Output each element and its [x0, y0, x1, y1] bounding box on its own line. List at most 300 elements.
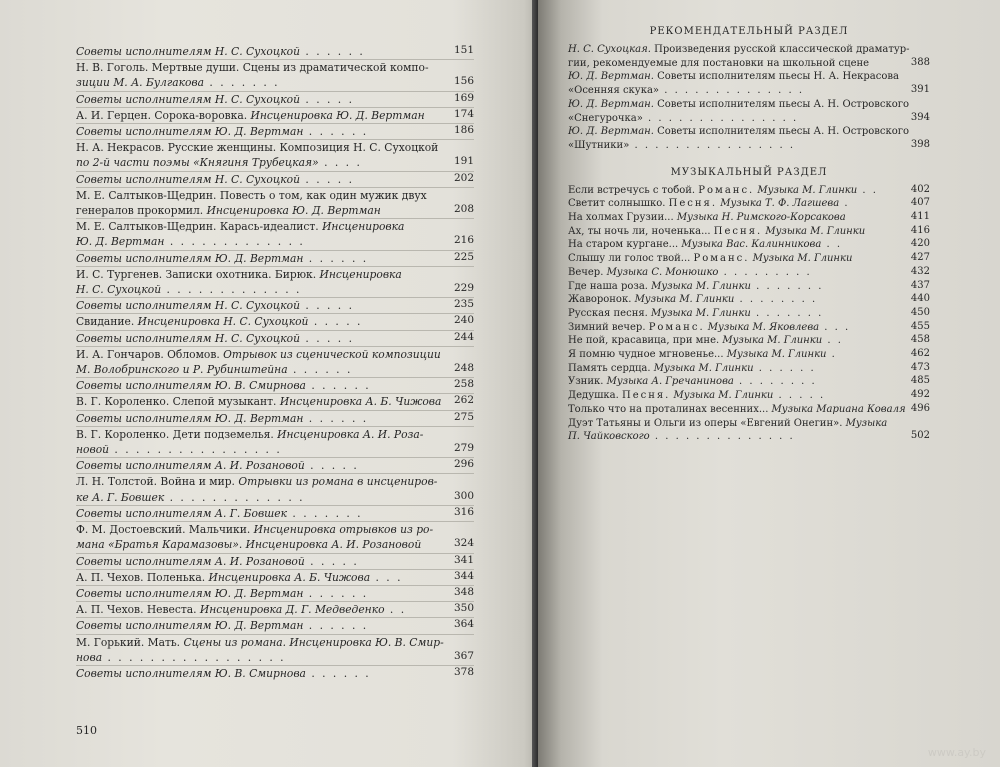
- page-number: 510: [76, 724, 97, 737]
- toc-text: Инсценировка Д. Г. Медведенко: [199, 603, 385, 617]
- toc-text: Романс.: [698, 184, 755, 196]
- toc-entry-line: [76, 140, 440, 155]
- toc-text: Советы исполнителям Н. С. Сухоцкой: [76, 299, 300, 313]
- toc-page-number: 437: [910, 279, 930, 291]
- leader-dots: . . . . . .: [305, 379, 371, 393]
- toc-page-number: 324: [453, 537, 474, 550]
- toc-entry-line: [568, 348, 894, 362]
- toc-entry-line: [568, 57, 894, 71]
- toc-entry: [76, 410, 474, 426]
- toc-text: Песня.: [668, 198, 718, 210]
- toc-text: Н. А. Некрасов. Русские женщины. Композиция Н. С. Сухоцкой: [76, 141, 439, 155]
- leader-dots: . . . . .: [300, 299, 354, 313]
- toc-entry-line: [76, 267, 440, 282]
- toc-text: Советы исполнителям А. И. Розановой: [76, 459, 305, 473]
- toc-page-number: 411: [910, 211, 930, 223]
- toc-entry-line: [76, 124, 440, 139]
- toc-text: Я помню чудное мгновенье...: [568, 349, 727, 361]
- toc-text: Музыка Мариана Коваля: [771, 403, 906, 415]
- toc-page-number: 279: [453, 442, 474, 455]
- toc-entry-line: [568, 280, 894, 294]
- toc-text: Если встречусь с тобой.: [568, 184, 699, 196]
- toc-entry: [568, 125, 930, 152]
- leader-dots: . . .: [819, 321, 851, 333]
- toc-entry: [76, 123, 474, 139]
- toc-text: Русская песня.: [568, 307, 652, 319]
- toc-text: Память сердца.: [568, 362, 654, 374]
- toc-text: И. А. Гончаров. Обломов.: [76, 347, 224, 361]
- toc-text: Романс.: [648, 321, 705, 333]
- toc-entry: [568, 197, 930, 211]
- leader-dots: . . . . . .: [303, 586, 369, 600]
- toc-page-number: 151: [453, 44, 474, 56]
- toc-text: Советы исполнителям пьесы Н. А. Некрасова: [653, 71, 899, 83]
- leader-dots: . . . . . . . .: [734, 294, 818, 306]
- toc-page-number: 348: [453, 585, 474, 598]
- toc-text: Н. С. Сухоцкой: [76, 283, 162, 297]
- toc-entry: [76, 457, 474, 473]
- toc-entry-line: [76, 172, 440, 187]
- toc-page-number: 367: [453, 649, 474, 662]
- leader-dots: . . . . . .: [753, 362, 816, 374]
- toc-text: Советы исполнителям Ю. Д. Вертман: [76, 125, 304, 139]
- toc-page-number: 240: [453, 314, 474, 327]
- toc-entry: [568, 252, 930, 266]
- toc-text: «Шутники»: [568, 139, 630, 151]
- toc-text: Музыка М. Глинки: [754, 184, 858, 196]
- toc-page-number: 492: [910, 389, 930, 401]
- toc-entry-line: [76, 378, 440, 393]
- toc-text: Не пой, красавица, при мне.: [568, 335, 723, 347]
- toc-page-number: 378: [453, 665, 474, 678]
- toc-text: Советы исполнителям Ю. Д. Вертман: [76, 619, 304, 633]
- toc-text: На старом кургане...: [568, 239, 682, 251]
- toc-entry: [76, 346, 474, 377]
- toc-entry-line: [568, 321, 894, 335]
- toc-text: Советы исполнителям пьесы А. Н. Островского: [653, 98, 910, 110]
- toc-text: Музыка: [845, 417, 888, 429]
- toc-page-number: 244: [453, 330, 474, 343]
- toc-entry-line: [76, 635, 444, 650]
- toc-text: Инсценировка отрывков из ро-: [253, 523, 434, 537]
- toc-entry: [76, 297, 474, 313]
- toc-page-number: 364: [453, 618, 474, 631]
- toc-entry: [76, 521, 474, 552]
- leader-dots: . . . . . .: [287, 363, 353, 377]
- toc-entry: [568, 321, 930, 335]
- leader-dots: .: [839, 198, 850, 210]
- leader-dots: . . . . . . . . . . . . . .: [659, 85, 805, 97]
- toc-page-number: 440: [910, 293, 930, 305]
- toc-text: Свидание.: [76, 315, 138, 329]
- toc-text: Музыка Вас. Калинникова: [681, 239, 822, 251]
- toc-entry: [568, 375, 930, 389]
- toc-text: Инсценировка А. Б. Чижова: [208, 570, 371, 584]
- toc-entry: [76, 393, 474, 409]
- toc-text: А. И. Герцен. Сорока-воровка.: [76, 108, 251, 122]
- leader-dots: . . . . .: [300, 172, 354, 186]
- toc-text: Дуэт Татьяны и Ольги из оперы «Евгений Онегин».: [568, 417, 846, 429]
- toc-entry: [568, 348, 930, 362]
- toc-page-number: 450: [910, 306, 930, 318]
- toc-text: Советы исполнителям Н. С. Сухоцкой: [76, 331, 300, 345]
- toc-entry: [76, 426, 474, 457]
- toc-text: Ю. Д. Вертман.: [568, 71, 654, 83]
- toc-text: Музыка М. Глинки: [722, 335, 823, 347]
- toc-text: А. П. Чехов. Невеста.: [76, 603, 200, 617]
- toc-text: Музыка А. Гречанинова: [606, 376, 734, 388]
- toc-entry-line: [76, 234, 440, 249]
- toc-page-number: 341: [453, 553, 474, 566]
- leader-dots: . . . . . . . . . . . . . . . .: [629, 139, 796, 151]
- toc-entry-line: [568, 375, 894, 389]
- toc-entry: [568, 225, 930, 239]
- toc-text: Отрывки из романа в инсцениров-: [238, 475, 438, 489]
- toc-text: Музыка М. Глинки: [749, 253, 853, 265]
- toc-entry-line: [568, 84, 894, 98]
- toc-page-number: 275: [453, 410, 474, 423]
- toc-page-number: 416: [910, 224, 930, 236]
- leader-dots: . . . . . . .: [204, 76, 280, 90]
- toc-entry-line: [76, 666, 440, 681]
- toc-page-number: 473: [910, 361, 930, 373]
- toc-text: Только что на проталинах весенних...: [568, 403, 772, 415]
- toc-entry: [76, 266, 474, 297]
- toc-entry-line: [568, 362, 894, 376]
- toc-entry: [76, 44, 474, 59]
- toc-entry-line: [76, 75, 440, 90]
- toc-text: М. Волобринского и Р. Рубинштейна: [76, 363, 288, 377]
- toc-page-number: 496: [910, 402, 930, 414]
- toc-page-number: 432: [910, 265, 930, 277]
- toc-text: Произведения русской классической драматур-: [650, 44, 910, 55]
- section-title-music: МУЗЫКАЛЬНЫЙ РАЗДЕЛ: [670, 166, 828, 178]
- toc-text: Музыка М. Глинки: [762, 225, 866, 237]
- leader-dots: . .: [821, 239, 843, 251]
- leader-dots: . . . . . . . . . . . . . . .: [642, 112, 799, 124]
- leader-dots: . . . . . . . . . . . . . . . .: [109, 443, 282, 457]
- leader-dots: . . . . . .: [300, 45, 365, 58]
- toc-text: Советы исполнителям Ю. Д. Вертман: [76, 251, 304, 265]
- toc-entry: [76, 601, 474, 617]
- toc-entry-line: [568, 307, 894, 321]
- toc-entry-line: [76, 60, 440, 75]
- toc-entry-line: [76, 618, 440, 633]
- toc-page-number: 202: [453, 171, 474, 184]
- toc-entry: [568, 293, 930, 307]
- toc-entry-line: [76, 314, 440, 329]
- toc-entry: [568, 238, 930, 252]
- toc-page-number: 156: [453, 75, 474, 88]
- toc-text: гии, рекомендуемые для постановки на школьной сцене: [568, 57, 870, 69]
- toc-text: В. Г. Короленко. Дети подземелья.: [76, 427, 278, 441]
- toc-entry: [568, 403, 930, 417]
- toc-entry: [568, 266, 930, 280]
- leader-dots: . . . . .: [300, 92, 354, 106]
- toc-text: Н. С. Сухоцкая.: [568, 44, 651, 55]
- toc-text: генералов прокормил.: [76, 204, 207, 218]
- toc-text: Сцены из романа. Инсценировка Ю. В. Смир-: [183, 635, 444, 649]
- toc-entry-line: [76, 427, 440, 442]
- toc-entry-line: [568, 266, 894, 280]
- section-title-recommended: РЕКОМЕНДАТЕЛЬНЫЙ РАЗДЕЛ: [649, 26, 849, 37]
- toc-entry: [76, 218, 474, 249]
- toc-entry-line: [568, 139, 894, 153]
- toc-text: Музыка М. Глинки: [653, 362, 754, 374]
- leader-dots: . .: [857, 184, 878, 196]
- recommended-contents-list: [568, 43, 930, 153]
- leader-dots: . . . . . .: [303, 411, 369, 425]
- toc-text: по 2-й части поэмы «Княгиня Трубецкая»: [76, 156, 319, 170]
- toc-page-number: 316: [453, 505, 474, 518]
- toc-entry-line: [76, 602, 440, 617]
- toc-entry-line: [76, 554, 440, 569]
- toc-entry-line: [76, 442, 440, 457]
- leader-dots: . . . . . . .: [287, 506, 363, 520]
- toc-text: Романс.: [693, 253, 750, 265]
- toc-text: М. Горький. Мать.: [76, 635, 184, 649]
- toc-text: Советы исполнителям А. И. Розановой: [76, 554, 305, 568]
- toc-page-number: 300: [453, 489, 474, 502]
- toc-entry-line: [76, 203, 440, 218]
- toc-entry: [568, 417, 930, 444]
- toc-entry: [76, 553, 474, 569]
- leader-dots: . . . . .: [304, 459, 359, 473]
- toc-page-number: 186: [453, 124, 474, 137]
- toc-text: Музыка М. Глинки: [651, 307, 751, 319]
- toc-entry: [76, 330, 474, 346]
- toc-page-number: 229: [453, 282, 474, 295]
- toc-entry-line: [76, 490, 440, 505]
- toc-page-number: 420: [910, 238, 930, 250]
- toc-text: нова: [76, 650, 103, 664]
- leader-dots: . .: [384, 603, 407, 617]
- toc-entry-line: [568, 417, 894, 431]
- toc-text: Дедушка.: [568, 390, 622, 402]
- toc-page-number: 262: [453, 394, 474, 407]
- toc-entry: [568, 211, 930, 225]
- toc-page-number: 174: [453, 107, 474, 120]
- toc-text: Ю. Д. Вертман.: [568, 126, 654, 138]
- toc-text: А. П. Чехов. Поленька.: [76, 570, 209, 584]
- toc-entry-line: [76, 251, 440, 266]
- toc-entry: [568, 70, 930, 97]
- toc-entry-line: [76, 347, 440, 362]
- toc-text: Песня.: [621, 390, 671, 402]
- toc-text: На холмах Грузии...: [568, 212, 677, 224]
- toc-text: Музыка М. Глинки: [670, 390, 774, 402]
- leader-dots: . . . . . . . . . . . . . .: [649, 431, 795, 443]
- toc-page-number: 191: [453, 155, 474, 168]
- toc-entry: [76, 313, 474, 329]
- toc-entry: [76, 634, 474, 665]
- toc-entry: [76, 187, 474, 218]
- toc-entry: [76, 91, 474, 107]
- leader-dots: . . . . . . . . . . . . .: [164, 490, 305, 504]
- toc-entry: [76, 505, 474, 521]
- toc-text: В. Г. Короленко. Слепой музыкант.: [76, 395, 280, 409]
- toc-entry-line: [568, 293, 894, 307]
- leader-dots: . . . . . . . . . . . . .: [161, 283, 302, 297]
- leader-dots: .: [826, 349, 837, 361]
- toc-page-number: 458: [910, 334, 930, 346]
- toc-entry: [76, 107, 474, 123]
- toc-text: ке А. Г. Бовшек: [76, 490, 165, 504]
- toc-entry-line: [76, 537, 440, 552]
- toc-entry: [568, 184, 930, 198]
- toc-entry-line: [568, 238, 894, 252]
- leader-dots: . . . . .: [308, 315, 363, 329]
- toc-entry-line: [568, 211, 894, 225]
- toc-entry-line: [76, 298, 440, 313]
- leader-dots: . . . . .: [773, 390, 826, 402]
- toc-entry-line: [568, 430, 894, 444]
- toc-entry-line: [76, 219, 440, 234]
- toc-text: Музыка М. Глинки: [726, 349, 827, 361]
- toc-entry-line: [568, 125, 910, 139]
- toc-page-number: 394: [910, 111, 930, 123]
- toc-text: Музыка М. Глинки: [634, 294, 735, 306]
- toc-page-number: 388: [910, 56, 930, 68]
- toc-entry-line: [76, 586, 440, 601]
- toc-entry: [568, 389, 930, 403]
- toc-page-number: 398: [910, 138, 930, 150]
- toc-text: Ю. Д. Вертман: [76, 235, 165, 249]
- toc-text: Ах, ты ночь ли, ноченька...: [568, 225, 714, 237]
- toc-entry-line: [76, 522, 440, 537]
- toc-text: Инсценировка Н. С. Сухоцкой: [137, 315, 309, 329]
- toc-entry: [568, 334, 930, 348]
- toc-text: «Осенняя скука»: [568, 85, 660, 97]
- toc-text: Музыка Н. Римского-Корсакова: [676, 212, 846, 224]
- watermark: www.ay.by: [927, 746, 986, 759]
- toc-page-number: 502: [910, 430, 930, 442]
- right-page: [538, 0, 1000, 767]
- toc-text: Инсценировка А. И. Роза-: [277, 427, 424, 441]
- toc-entry: [76, 585, 474, 601]
- toc-entry-line: [76, 650, 440, 665]
- toc-text: Светит солнышко.: [568, 198, 669, 210]
- toc-page-number: 485: [910, 375, 930, 387]
- toc-text: Инсценировка Ю. Д. Вертман: [250, 108, 425, 122]
- toc-page-number: 402: [910, 183, 930, 195]
- toc-page-number: 216: [453, 234, 474, 247]
- toc-text: Узник.: [568, 376, 607, 388]
- toc-entry-line: [568, 112, 894, 126]
- toc-entry-line: [76, 458, 440, 473]
- toc-text: Советы исполнителям Н. С. Сухоцкой: [76, 172, 300, 186]
- leader-dots: . . . . . . . . . . . . . . . . .: [102, 650, 286, 664]
- toc-page-number: 208: [453, 203, 474, 216]
- toc-entry: [568, 98, 930, 125]
- toc-entry-line: [568, 389, 894, 403]
- toc-text: Советы исполнителям Н. С. Сухоцкой: [76, 45, 300, 58]
- toc-text: Музыка М. Глинки: [651, 280, 751, 292]
- toc-text: «Снегурочка»: [568, 112, 643, 124]
- leader-dots: . . . . . .: [303, 251, 369, 265]
- toc-entry-line: [76, 188, 440, 203]
- toc-text: Советы исполнителям пьесы А. Н. Островского: [653, 126, 910, 138]
- toc-text: новой: [76, 443, 110, 457]
- leader-dots: . . . . . . . . . . . . .: [164, 235, 305, 249]
- leader-dots: . .: [822, 335, 843, 347]
- toc-entry: [76, 59, 474, 90]
- toc-entry: [76, 377, 474, 393]
- toc-text: Инсценировка Ю. Д. Вертман: [206, 204, 381, 218]
- leader-dots: . . . . .: [304, 554, 359, 568]
- toc-entry-line: [76, 108, 440, 123]
- toc-entry: [76, 473, 474, 504]
- leader-dots: . . .: [370, 570, 403, 584]
- toc-entry: [76, 139, 474, 170]
- toc-page-number: 350: [453, 602, 474, 615]
- toc-text: М. Е. Салтыков-Щедрин. Карась-идеалист.: [76, 220, 323, 234]
- toc-entry-line: [76, 506, 440, 521]
- toc-entry: [76, 171, 474, 187]
- toc-text: Советы исполнителям Ю. Д. Вертман: [76, 411, 304, 425]
- toc-entry: [568, 307, 930, 321]
- toc-entry-line: [76, 411, 440, 426]
- toc-page-number: 455: [910, 320, 930, 332]
- toc-text: зиции М. А. Булгакова: [76, 76, 204, 90]
- toc-page-number: 427: [910, 252, 930, 264]
- toc-entry-line: [76, 362, 440, 377]
- leader-dots: . . . . . . .: [750, 307, 824, 319]
- toc-entry: [76, 665, 474, 681]
- toc-entry-line: [76, 155, 440, 170]
- toc-text: Советы исполнителям Ю. Д. Вертман: [76, 586, 304, 600]
- toc-text: Ф. М. Достоевский. Мальчики.: [76, 523, 254, 537]
- toc-entry-line: [568, 197, 894, 211]
- toc-entry: [568, 43, 930, 70]
- toc-text: Советы исполнителям Ю. В. Смирнова: [76, 379, 306, 393]
- toc-text: Л. Н. Толстой. Война и мир.: [76, 475, 239, 489]
- toc-text: И. С. Тургенев. Записки охотника. Бирюк.: [76, 267, 320, 281]
- leader-dots: . . . . . .: [303, 619, 369, 633]
- toc-entry-line: [568, 225, 894, 239]
- toc-entry-line: [76, 570, 440, 585]
- toc-text: Ю. Д. Вертман.: [568, 98, 654, 110]
- toc-text: Инсценировка: [319, 267, 402, 281]
- toc-page-number: 258: [453, 378, 474, 391]
- toc-entry-line: [76, 331, 440, 346]
- leader-dots: . . . . . . . .: [733, 376, 817, 388]
- toc-text: П. Чайковского: [568, 431, 650, 443]
- toc-page-number: 225: [453, 250, 474, 263]
- toc-text: Песня.: [713, 225, 763, 237]
- toc-entry-line: [76, 474, 440, 489]
- toc-text: Где наша роза.: [568, 280, 652, 292]
- toc-text: Слышу ли голос твой...: [568, 253, 694, 265]
- toc-text: Музыка М. Яковлева: [704, 321, 820, 333]
- toc-entry: [76, 250, 474, 266]
- toc-entry-line: [568, 184, 894, 198]
- toc-text: Жаворонок.: [568, 294, 635, 306]
- toc-page-number: 235: [453, 298, 474, 311]
- leader-dots: . . . .: [318, 156, 362, 170]
- toc-text: Советы исполнителям Н. С. Сухоцкой: [76, 92, 300, 106]
- toc-entry-line: [568, 252, 894, 266]
- toc-text: мана «Братья Карамазовы». Инсценировка А. И. Розановой: [76, 538, 422, 552]
- toc-page-number: 344: [453, 569, 474, 582]
- toc-entry: [568, 362, 930, 376]
- toc-text: Инсценировка А. Б. Чижова: [279, 395, 442, 409]
- toc-entry: [568, 280, 930, 294]
- toc-page-number: 169: [453, 91, 474, 104]
- leader-dots: . . . . . .: [305, 666, 371, 680]
- leader-dots: . . . . .: [300, 331, 354, 345]
- toc-text: Советы исполнителям А. Г. Бовшек: [76, 506, 288, 520]
